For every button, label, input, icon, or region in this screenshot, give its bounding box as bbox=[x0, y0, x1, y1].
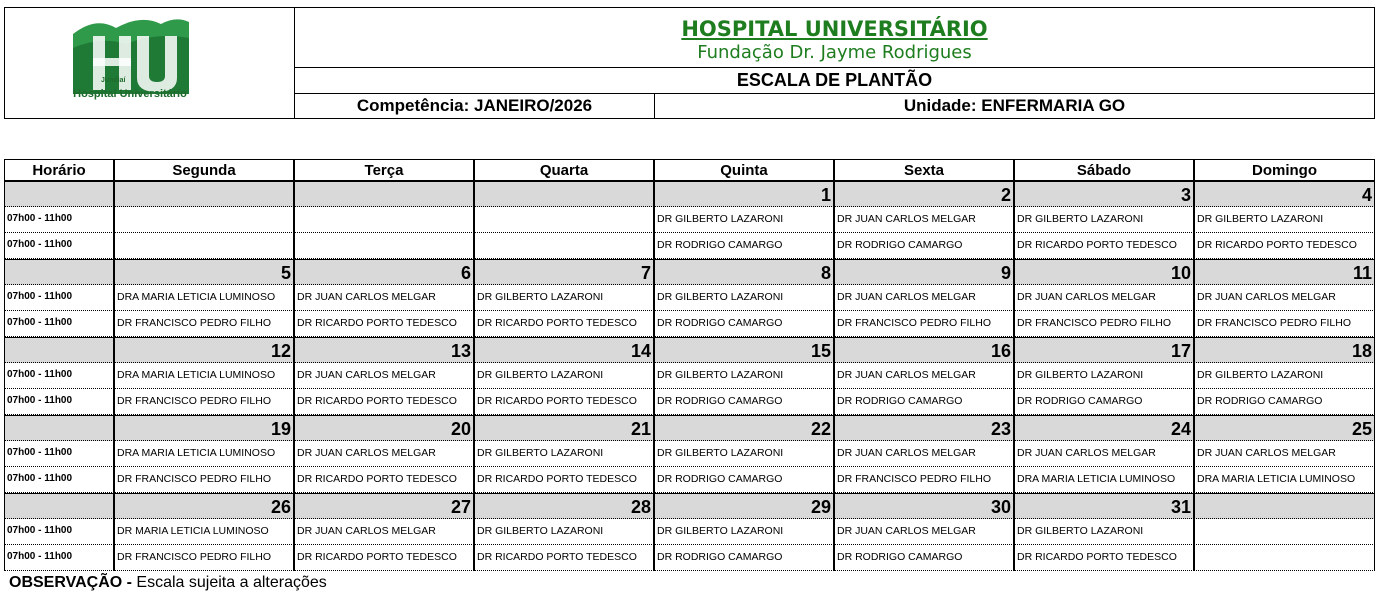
hospital-title-block bbox=[295, 8, 1374, 68]
doctor-cell: DRA MARIA LETICIA LUMINOSO bbox=[114, 441, 294, 467]
column-header-day-5: Sexta bbox=[834, 159, 1014, 181]
doctor-cell: DR RODRIGO CAMARGO bbox=[1194, 389, 1375, 415]
week-label-cell bbox=[4, 493, 114, 519]
doctor-cell bbox=[474, 207, 654, 233]
week-label-cell bbox=[4, 181, 114, 207]
doctor-cell bbox=[474, 233, 654, 259]
doctor-cell: DR GILBERTO LAZARONI bbox=[474, 285, 654, 311]
hospital-title: HOSPITAL UNIVERSITÁRIO bbox=[681, 17, 988, 41]
doctor-cell: DRA MARIA LETICIA LUMINOSO bbox=[114, 363, 294, 389]
doctor-cell: DR JUAN CARLOS MELGAR bbox=[834, 285, 1014, 311]
doctor-cell: DR RICARDO PORTO TEDESCO bbox=[294, 311, 474, 337]
doctor-cell: DR JUAN CARLOS MELGAR bbox=[1014, 285, 1194, 311]
day-number: 28 bbox=[474, 493, 654, 519]
doctor-cell: DR GILBERTO LAZARONI bbox=[654, 207, 834, 233]
doctor-cell: DR JUAN CARLOS MELGAR bbox=[294, 519, 474, 545]
doctor-cell bbox=[294, 233, 474, 259]
doctor-cell: DR FRANCISCO PEDRO FILHO bbox=[114, 467, 294, 493]
logo-area bbox=[5, 8, 295, 118]
day-number: 24 bbox=[1014, 415, 1194, 441]
shift-time: 07h00 - 11h00 bbox=[4, 207, 114, 233]
doctor-cell: DR JUAN CARLOS MELGAR bbox=[294, 285, 474, 311]
doctor-cell: DR RICARDO PORTO TEDESCO bbox=[1014, 545, 1194, 571]
unidade-label: Unidade: ENFERMARIA GO bbox=[903, 96, 1126, 115]
shift-time: 07h00 - 11h00 bbox=[4, 545, 114, 571]
doctor-cell: DR FRANCISCO PEDRO FILHO bbox=[114, 311, 294, 337]
observation-note bbox=[9, 574, 327, 592]
doctor-cell: DR MARIA LETICIA LUMINOSO bbox=[114, 519, 294, 545]
doctor-cell: DR JUAN CARLOS MELGAR bbox=[1194, 285, 1375, 311]
shift-time: 07h00 - 11h00 bbox=[4, 519, 114, 545]
doctor-cell: DR JUAN CARLOS MELGAR bbox=[834, 519, 1014, 545]
doctor-cell: DR GILBERTO LAZARONI bbox=[1014, 363, 1194, 389]
doctor-cell: DR JUAN CARLOS MELGAR bbox=[834, 207, 1014, 233]
doctor-cell: DR RICARDO PORTO TEDESCO bbox=[474, 467, 654, 493]
day-number: 11 bbox=[1194, 259, 1375, 285]
day-number: 16 bbox=[834, 337, 1014, 363]
doctor-cell: DRA MARIA LETICIA LUMINOSO bbox=[1194, 467, 1375, 493]
doctor-cell: DR GILBERTO LAZARONI bbox=[654, 363, 834, 389]
week-label-cell bbox=[4, 337, 114, 363]
doctor-cell: DR RODRIGO CAMARGO bbox=[834, 389, 1014, 415]
doctor-cell: DR GILBERTO LAZARONI bbox=[474, 441, 654, 467]
shift-time: 07h00 - 11h00 bbox=[4, 363, 114, 389]
day-number: 26 bbox=[114, 493, 294, 519]
observation-label: OBSERVAÇÃO - bbox=[9, 574, 132, 591]
day-number bbox=[114, 181, 294, 207]
day-number: 30 bbox=[834, 493, 1014, 519]
doctor-cell: DRA MARIA LETICIA LUMINOSO bbox=[114, 285, 294, 311]
doctor-cell: DR GILBERTO LAZARONI bbox=[654, 285, 834, 311]
shift-time: 07h00 - 11h00 bbox=[4, 467, 114, 493]
doctor-cell: DR FRANCISCO PEDRO FILHO bbox=[834, 467, 1014, 493]
column-header-horario: Horário bbox=[4, 159, 114, 181]
day-number: 21 bbox=[474, 415, 654, 441]
column-header-day-7: Domingo bbox=[1194, 159, 1375, 181]
header-info bbox=[295, 8, 1374, 118]
doctor-cell: DR GILBERTO LAZARONI bbox=[1014, 207, 1194, 233]
day-number: 19 bbox=[114, 415, 294, 441]
day-number: 15 bbox=[654, 337, 834, 363]
doctor-cell: DR RODRIGO CAMARGO bbox=[654, 389, 834, 415]
doctor-cell: DR RODRIGO CAMARGO bbox=[834, 233, 1014, 259]
doctor-cell: DR RICARDO PORTO TEDESCO bbox=[1194, 233, 1375, 259]
day-number: 5 bbox=[114, 259, 294, 285]
doctor-cell: DR FRANCISCO PEDRO FILHO bbox=[114, 389, 294, 415]
doctor-cell bbox=[1194, 545, 1375, 571]
doctor-cell bbox=[114, 207, 294, 233]
hospital-logo-icon bbox=[71, 14, 191, 94]
competencia-label: Competência: JANEIRO/2026 bbox=[295, 94, 655, 118]
shift-time: 07h00 - 11h00 bbox=[4, 233, 114, 259]
day-number: 31 bbox=[1014, 493, 1194, 519]
day-number: 9 bbox=[834, 259, 1014, 285]
column-header-day-6: Sábado bbox=[1014, 159, 1194, 181]
shift-time: 07h00 - 11h00 bbox=[4, 441, 114, 467]
day-number bbox=[474, 181, 654, 207]
column-header-day-4: Quinta bbox=[654, 159, 834, 181]
doctor-cell bbox=[114, 233, 294, 259]
column-header-day-1: Segunda bbox=[114, 159, 294, 181]
day-number: 4 bbox=[1194, 181, 1375, 207]
document-header bbox=[4, 7, 1375, 119]
doctor-cell: DR RODRIGO CAMARGO bbox=[654, 233, 834, 259]
week-label-cell bbox=[4, 259, 114, 285]
doctor-cell: DR RODRIGO CAMARGO bbox=[654, 311, 834, 337]
doctor-cell: DR JUAN CARLOS MELGAR bbox=[834, 441, 1014, 467]
logo-caption: Hospital Universitário bbox=[73, 88, 187, 100]
day-number: 25 bbox=[1194, 415, 1375, 441]
day-number bbox=[294, 181, 474, 207]
week-label-cell bbox=[4, 415, 114, 441]
doctor-cell: DR FRANCISCO PEDRO FILHO bbox=[114, 545, 294, 571]
day-number: 17 bbox=[1014, 337, 1194, 363]
column-header-day-2: Terça bbox=[294, 159, 474, 181]
doctor-cell: DR GILBERTO LAZARONI bbox=[474, 363, 654, 389]
doctor-cell bbox=[294, 207, 474, 233]
doctor-cell: DR RICARDO PORTO TEDESCO bbox=[294, 467, 474, 493]
day-number: 20 bbox=[294, 415, 474, 441]
day-number: 12 bbox=[114, 337, 294, 363]
doctor-cell: DR GILBERTO LAZARONI bbox=[654, 519, 834, 545]
doctor-cell: DR JUAN CARLOS MELGAR bbox=[294, 363, 474, 389]
day-number: 2 bbox=[834, 181, 1014, 207]
day-number: 8 bbox=[654, 259, 834, 285]
doctor-cell: DR RICARDO PORTO TEDESCO bbox=[294, 389, 474, 415]
doctor-cell: DR JUAN CARLOS MELGAR bbox=[834, 363, 1014, 389]
shift-time: 07h00 - 11h00 bbox=[4, 285, 114, 311]
day-number: 23 bbox=[834, 415, 1014, 441]
doctor-cell: DR FRANCISCO PEDRO FILHO bbox=[1194, 311, 1375, 337]
doctor-cell: DR GILBERTO LAZARONI bbox=[1014, 519, 1194, 545]
day-number: 6 bbox=[294, 259, 474, 285]
shift-time: 07h00 - 11h00 bbox=[4, 389, 114, 415]
doctor-cell: DR RICARDO PORTO TEDESCO bbox=[474, 311, 654, 337]
doctor-cell: DR RODRIGO CAMARGO bbox=[654, 545, 834, 571]
doctor-cell: DR GILBERTO LAZARONI bbox=[654, 441, 834, 467]
day-number: 3 bbox=[1014, 181, 1194, 207]
day-number: 13 bbox=[294, 337, 474, 363]
column-header-day-3: Quarta bbox=[474, 159, 654, 181]
doctor-cell: DR JUAN CARLOS MELGAR bbox=[1014, 441, 1194, 467]
grid-header-row bbox=[4, 159, 1375, 181]
doctor-cell: DR FRANCISCO PEDRO FILHO bbox=[834, 311, 1014, 337]
schedule-title: ESCALA DE PLANTÃO bbox=[295, 68, 1374, 94]
doctor-cell: DR RICARDO PORTO TEDESCO bbox=[474, 545, 654, 571]
doctor-cell: DR GILBERTO LAZARONI bbox=[474, 519, 654, 545]
day-number: 29 bbox=[654, 493, 834, 519]
day-number bbox=[1194, 493, 1375, 519]
doctor-cell: DRA MARIA LETICIA LUMINOSO bbox=[1014, 467, 1194, 493]
doctor-cell: DR GILBERTO LAZARONI bbox=[1194, 363, 1375, 389]
doctor-cell: DR GILBERTO LAZARONI bbox=[1194, 207, 1375, 233]
shift-time: 07h00 - 11h00 bbox=[4, 311, 114, 337]
foundation-subtitle: Fundação Dr. Jayme Rodrigues bbox=[697, 42, 972, 63]
day-number: 7 bbox=[474, 259, 654, 285]
observation-text: Escala sujeita a alterações bbox=[131, 574, 327, 591]
logo-jundiai-text: Jundiaí bbox=[101, 77, 126, 84]
doctor-cell: DR RICARDO PORTO TEDESCO bbox=[474, 389, 654, 415]
doctor-cell: DR FRANCISCO PEDRO FILHO bbox=[1014, 311, 1194, 337]
doctor-cell: DR RODRIGO CAMARGO bbox=[654, 467, 834, 493]
day-number: 10 bbox=[1014, 259, 1194, 285]
day-number: 27 bbox=[294, 493, 474, 519]
doctor-cell: DR JUAN CARLOS MELGAR bbox=[1194, 441, 1375, 467]
day-number: 1 bbox=[654, 181, 834, 207]
doctor-cell: DR RODRIGO CAMARGO bbox=[834, 545, 1014, 571]
doctor-cell: DR RODRIGO CAMARGO bbox=[1014, 389, 1194, 415]
doctor-cell: DR RICARDO PORTO TEDESCO bbox=[294, 545, 474, 571]
day-number: 14 bbox=[474, 337, 654, 363]
doctor-cell bbox=[1194, 519, 1375, 545]
day-number: 18 bbox=[1194, 337, 1375, 363]
day-number: 22 bbox=[654, 415, 834, 441]
doctor-cell: DR JUAN CARLOS MELGAR bbox=[294, 441, 474, 467]
doctor-cell: DR RICARDO PORTO TEDESCO bbox=[1014, 233, 1194, 259]
